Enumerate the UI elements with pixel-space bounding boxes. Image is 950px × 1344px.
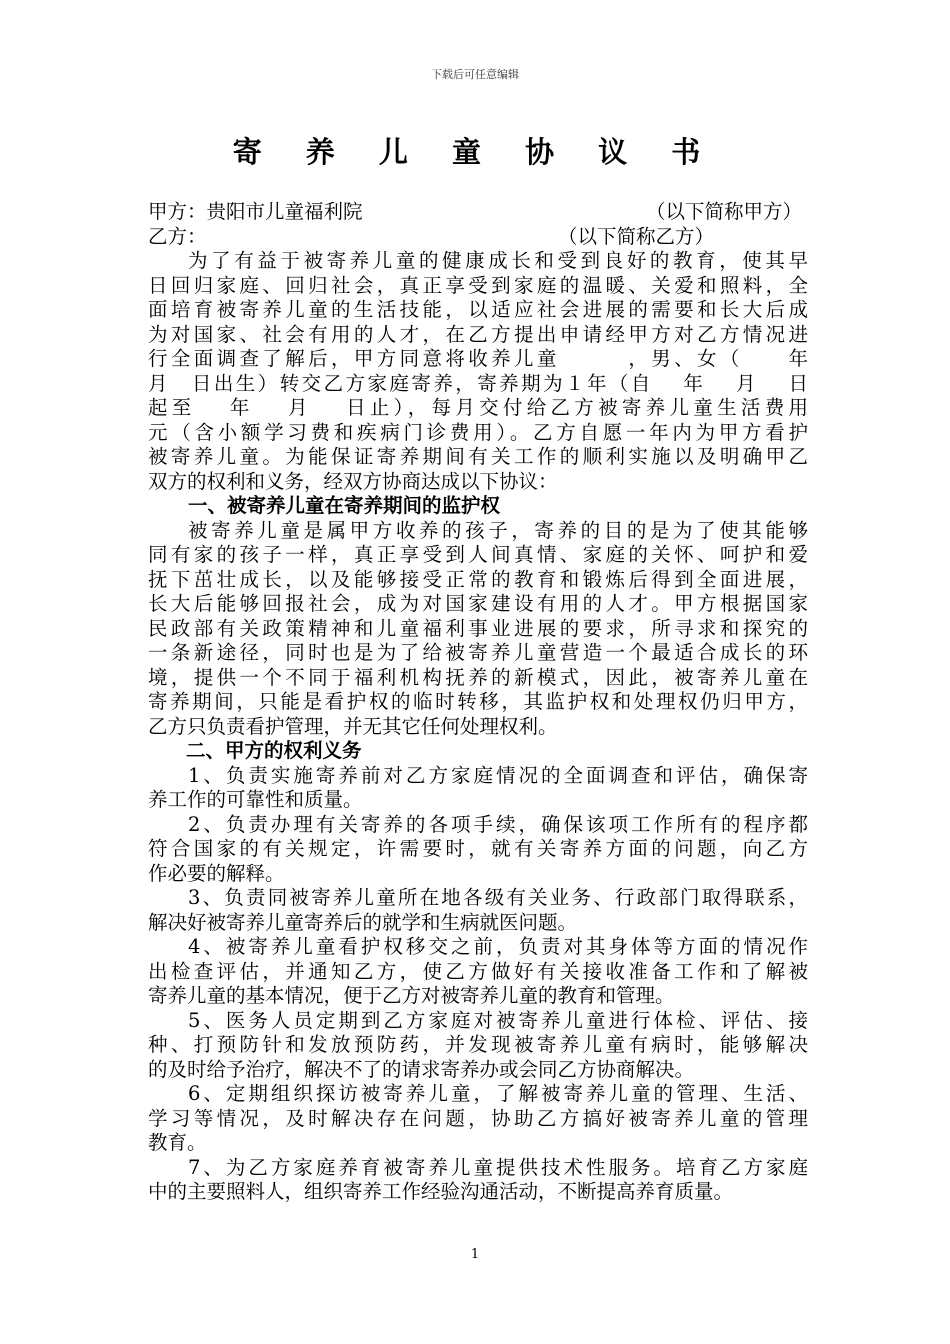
section-1-line: 长大后能够回报社会，成为对国家建设有用的人才。甲方根据国家 — [148, 592, 808, 615]
obligation-line: 养工作的可靠性和质量。 — [148, 788, 363, 811]
obligation-line: 1、负责实施寄养前对乙方家庭情况的全面调查和评估，确保寄 — [188, 763, 808, 787]
obligation-line: 2、负责办理有关寄养的各项手续，确保该项工作所有的程序都 — [188, 812, 808, 836]
header-note: 下载后可任意编辑 — [431, 68, 519, 81]
section-1-body — [148, 519, 808, 740]
obligation-line: 符合国家的有关规定，许需要时，就有关寄养方面的问题，向乙方 — [148, 837, 808, 860]
obligation-item — [148, 764, 808, 813]
section-2-body — [148, 764, 808, 1205]
preamble-line: 行全面调查了解后，甲方同意将收养儿童 ，男、女（ 年 — [148, 347, 808, 370]
party-a-note: （以下简称甲方） — [645, 200, 802, 223]
section-1-line: 一条新途径，同时也是为了给被寄养儿童营造一个最适合成长的环 — [148, 641, 808, 664]
obligation-line: 3、负责同被寄养儿童所在地各级有关业务、行政部门取得联系， — [188, 886, 808, 909]
document-title: 寄 养 儿 童 协 议 书 — [232, 135, 718, 169]
section-1-line: 寄养期间，只能是看护权的临时转移，其监护权和处理权仍归甲方， — [148, 690, 808, 713]
preamble-line: 为对国家、社会有用的人才，在乙方提出申请经甲方对乙方情况进 — [148, 322, 808, 346]
obligation-line: 解决好被寄养儿童寄养后的就学和生病就医问题。 — [148, 910, 578, 934]
party-b-note: （以下简称乙方） — [558, 224, 715, 248]
section-1-line: 民政部有关政策精神和儿童福利事业进展的要求，所寻求和探究的 — [148, 616, 808, 640]
obligation-line: 出检查评估，并通知乙方，使乙方做好有关接收准备工作和了解被 — [148, 959, 808, 983]
obligation-line: 7、为乙方家庭养育被寄养儿童提供技术性服务。培育乙方家庭 — [188, 1155, 808, 1179]
obligation-line: 5、医务人员定期到乙方家庭对被寄养儿童进行体检、评估、接 — [188, 1008, 808, 1032]
obligation-line: 学习等情况，及时解决存在问题，协助乙方搞好被寄养儿童的管理 — [148, 1106, 808, 1130]
obligation-item — [148, 1009, 808, 1083]
obligation-item — [148, 1156, 808, 1205]
section-1-line: 同有家的孩子一样，真正享受到人间真情、家庭的关怀、呵护和爱 — [148, 543, 808, 566]
preamble-line: 面培育被寄养儿童的生活技能，以适应社会进展的需要和长大后成 — [148, 298, 808, 321]
page-number: 1 — [470, 1247, 480, 1262]
preamble — [148, 249, 808, 494]
preamble-line: 日回归家庭、回归社会，真正享受到家庭的温暖、关爱和照料，全 — [148, 273, 808, 297]
obligation-item — [148, 935, 808, 1009]
party-a-label: 甲方：贵阳市儿童福利院 — [148, 200, 363, 223]
obligation-line: 的及时给予治疗，解决不了的请求寄养办或会同乙方协商解决。 — [148, 1057, 695, 1081]
preamble-line: 起至 年 月 日止），每月交付给乙方被寄养儿童生活费用 — [148, 396, 808, 419]
section-1-line: 境，提供一个不同于福利机构抚养的新模式，因此，被寄养儿童在 — [148, 665, 808, 689]
preamble-line: 被寄养儿童。为能保证寄养期间有关工作的顺利实施以及明确甲乙 — [148, 445, 808, 468]
document-body — [148, 200, 808, 1205]
obligation-line: 4、被寄养儿童看护权移交之前，负责对其身体等方面的情况作 — [188, 935, 808, 958]
party-b-label: 乙方： — [148, 224, 207, 248]
preamble-line: 为了有益于被寄养儿童的健康成长和受到良好的教育，使其早 — [188, 249, 808, 272]
obligation-item — [148, 886, 808, 935]
party-a-line — [148, 200, 808, 225]
preamble-line: 双方的权利和义务，经双方协商达成以下协议： — [148, 469, 558, 493]
party-b-line — [148, 225, 808, 250]
section-1-heading: 一、被寄养儿童在寄养期间的监护权 — [188, 494, 501, 517]
obligation-line: 教育。 — [148, 1131, 207, 1154]
obligation-item — [148, 813, 808, 887]
obligation-line: 作必要的解释。 — [148, 861, 285, 885]
obligation-line: 寄养儿童的基本情况，便于乙方对被寄养儿童的教育和管理。 — [148, 984, 675, 1007]
obligation-item — [148, 1082, 808, 1156]
obligation-line: 中的主要照料人，组织寄养工作经验沟通活动，不断提高养育质量。 — [148, 1180, 734, 1203]
section-2-heading: 二、甲方的权利义务 — [186, 739, 362, 762]
section-1-line: 乙方只负责看护管理，并无其它任何处理权利。 — [148, 714, 558, 738]
obligation-line: 6、定期组织探访被寄养儿童，了解被寄养儿童的管理、生活、 — [188, 1082, 808, 1105]
obligation-line: 种、打预防针和发放预防药，并发现被寄养儿童有病时，能够解决 — [148, 1033, 808, 1056]
preamble-line: 元（含小额学习费和疾病门诊费用）。乙方自愿一年内为甲方看护 — [148, 420, 808, 444]
preamble-line: 月 日出生）转交乙方家庭寄养，寄养期为１年（自 年 月 日 — [148, 371, 808, 395]
section-1-line: 抚下茁壮成长，以及能够接受正常的教育和锻炼后得到全面进展， — [148, 567, 808, 591]
section-1-line: 被寄养儿童是属甲方收养的孩子，寄养的目的是为了使其能够 — [188, 518, 808, 542]
